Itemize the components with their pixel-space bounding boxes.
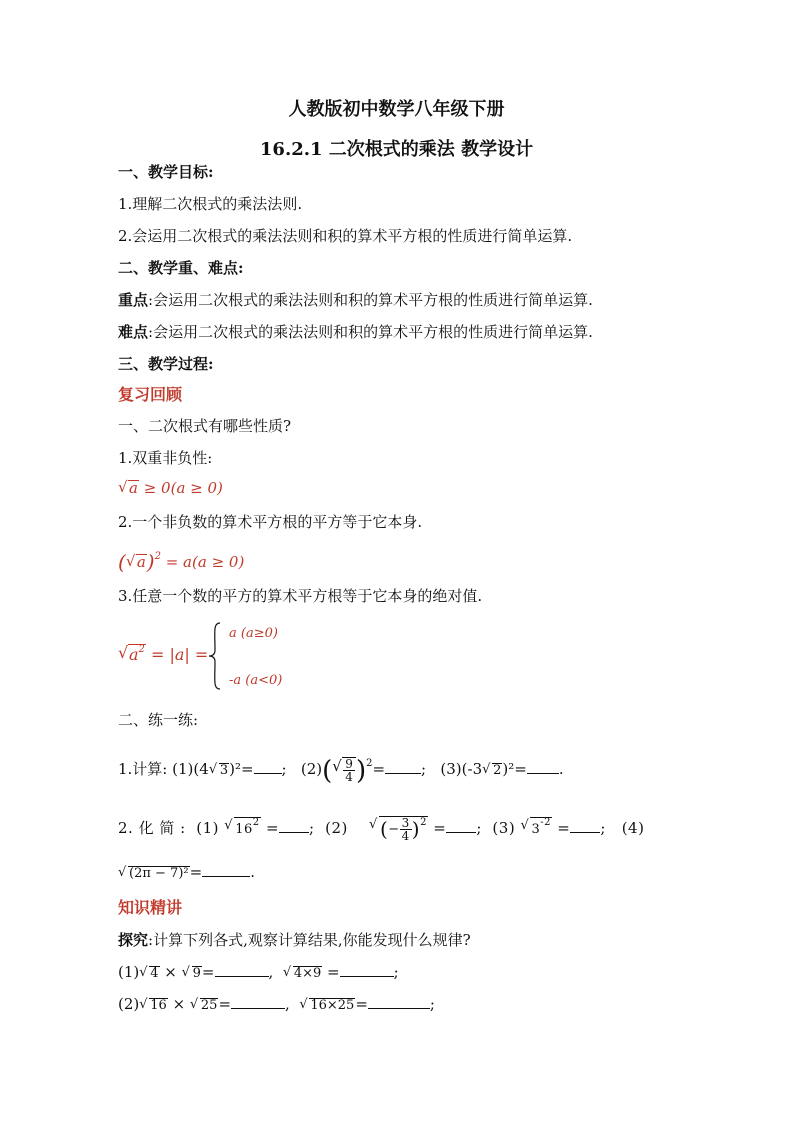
review-heading: 复习回顾 — [118, 385, 183, 404]
explore-prompt — [118, 930, 471, 950]
section-objectives-heading: 一、教学目标: — [118, 163, 214, 181]
sqrt-3-power-neg2-radical: √ $3^{-2}$ — [520, 817, 552, 840]
formula-1-rest: ≥ 0(a ≥ 0) — [138, 479, 223, 497]
explore-item-2-prefix: (2) — [118, 995, 140, 1013]
answer-blank[interactable] — [340, 962, 394, 977]
exercise-2d-prefix: (4) — [621, 819, 645, 837]
exercise-2b-prefix: (2) — [325, 819, 348, 837]
formula-3 — [118, 644, 208, 665]
formula-2: (√ a)$^2$ = a(a ≥ 0) — [118, 547, 244, 572]
explore-item-1-prefix: (1) — [118, 963, 140, 981]
difficult-point-text: :会运用二次根式的乘法法则和积的算术平方根的性质进行简单运算. — [148, 323, 593, 341]
answer-blank[interactable] — [254, 759, 282, 774]
exercise-1a-prefix: (1)(4 — [172, 760, 209, 778]
exercise-1a-end: )²= — [229, 760, 254, 778]
exercise-1b-end: = — [372, 760, 386, 778]
answer-blank[interactable] — [215, 962, 269, 977]
key-point-text: :会运用二次根式的乘法法则和积的算术平方根的性质进行简单运算. — [148, 291, 593, 309]
sqrt-radical: √ 4×9 — [283, 964, 322, 984]
sqrt-a-squared-radical: √ $a^2$ — [118, 644, 146, 665]
answer-blank[interactable] — [527, 759, 559, 774]
sqrt-a-radical: √ a — [118, 478, 139, 498]
formula-1 — [118, 478, 223, 498]
knowledge-heading: 知识精讲 — [118, 898, 183, 917]
answer-blank[interactable] — [446, 818, 476, 833]
piecewise-case-1: a (a≥0) — [229, 626, 278, 641]
sqrt-3-radical: √ 3 — [209, 761, 229, 781]
explore-text: :计算下列各式,观察计算结果,你能发现什么规律? — [148, 931, 471, 949]
piecewise-case-2: -a (a<0) — [229, 673, 283, 688]
difficult-point — [118, 322, 593, 342]
sqrt-radical: √ 9 — [182, 964, 202, 984]
explore-item-2: (2)√ 16 × √ 25= , √ 16×25= ; — [118, 994, 435, 1016]
sqrt-2pi-minus-7-squared-radical: √ (2π − 7)² — [118, 864, 190, 884]
key-point — [118, 290, 593, 310]
sqrt-16-squared-radical: √ $16^2$ — [224, 817, 260, 840]
sqrt-neg-three-fourths-squared-radical: √ (− $\frac{3}{4}$ )$^2$ — [369, 816, 428, 842]
sqrt-radical: √ 25 — [190, 996, 219, 1016]
objective-1: 1.理解二次根式的乘法法则. — [118, 195, 303, 213]
document-title: 人教版初中数学八年级下册 — [288, 99, 505, 120]
formula-2-rest: = a(a ≥ 0) — [160, 553, 245, 571]
formula-3-mid: = |a| = — [145, 645, 209, 664]
answer-blank[interactable] — [231, 994, 285, 1009]
sqrt-radical: √ 16×25 — [299, 996, 355, 1016]
answer-blank[interactable] — [202, 862, 250, 877]
exercise-1c-prefix: (3)(-3 — [440, 760, 483, 778]
exercise-1: 1.计算: (1)(4√ 3)²= ; (2)( √ $\frac{9}{4}$ )$^2$= ; (3)(-3√ 2)²= . — [118, 754, 564, 783]
practice-heading: 二、练一练: — [118, 711, 199, 729]
sqrt-2-radical: √ 2 — [482, 761, 502, 781]
answer-blank[interactable] — [368, 994, 430, 1009]
key-point-label: 重点 — [118, 291, 149, 309]
sqrt-radical: √ 4 — [139, 964, 159, 984]
property-3: 3.任意一个数的平方的算术平方根等于它本身的绝对值. — [118, 587, 483, 605]
property-1: 1.双重非负性: — [118, 449, 213, 467]
exercise-1c-end: )²= — [502, 760, 527, 778]
exercise-1-label: 1.计算: — [118, 760, 168, 778]
sqrt-9-over-4-radical: √ $\frac{9}{4}$ — [332, 757, 356, 783]
explore-item-1: (1)√ 4 × √ 9= , √ 4×9 = ; — [118, 962, 399, 984]
answer-blank[interactable] — [570, 818, 600, 833]
piecewise-brace-icon — [208, 622, 222, 690]
exercise-2c-prefix: (3) — [492, 819, 516, 837]
sqrt-radical: √ 16 — [139, 996, 168, 1016]
section-keypoints-heading: 二、教学重、难点: — [118, 259, 244, 277]
exercise-2a-prefix: (1) — [196, 819, 219, 837]
exercise-1b-prefix: (2) — [300, 760, 323, 778]
section-process-heading: 三、教学过程: — [118, 355, 214, 373]
review-question: 一、二次根式有哪些性质? — [118, 417, 292, 435]
answer-blank[interactable] — [279, 818, 309, 833]
exercise-2-label: 2. 化 简 : — [118, 819, 186, 837]
answer-blank[interactable] — [385, 759, 421, 774]
sqrt-a-radical-2: √ a — [126, 552, 147, 572]
document-subtitle: 16.2.1 二次根式的乘法 教学设计 — [259, 139, 534, 160]
exercise-2: 2. 化 简 : (1) √ $16^2$ = ; (2) √ (− $\frac{3}{4}$ )$^2$ = ; (3) √ $3^{-2}$ = ; (4) — [118, 816, 644, 842]
objective-2: 2.会运用二次根式的乘法法则和积的算术平方根的性质进行简单运算. — [118, 227, 573, 245]
property-2: 2.一个非负数的算术平方根的平方等于它本身. — [118, 513, 423, 531]
explore-label: 探究 — [118, 931, 149, 949]
difficult-point-label: 难点 — [118, 323, 149, 341]
exercise-2d: √ (2π − 7)²= . — [118, 862, 255, 884]
